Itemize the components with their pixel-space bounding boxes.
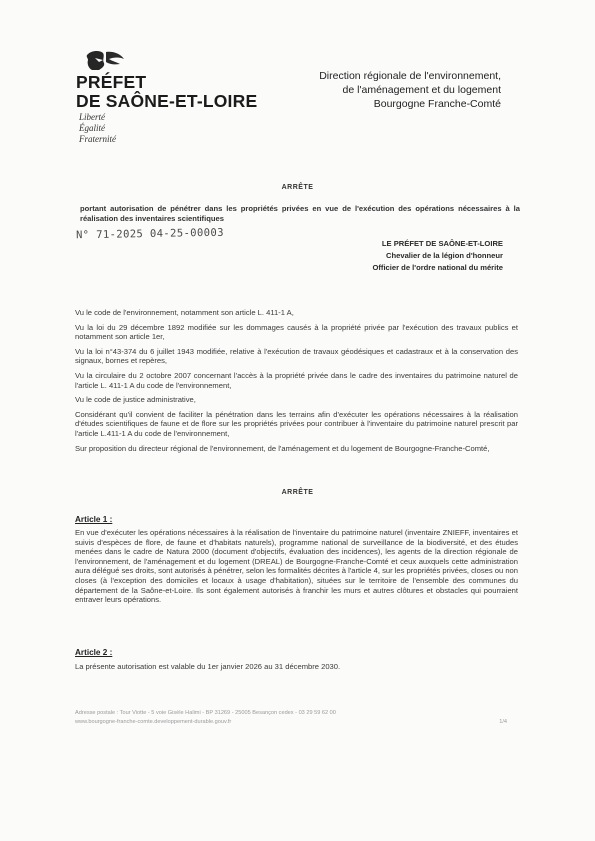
marianne-logo bbox=[78, 49, 126, 71]
page-number: 1/4 bbox=[499, 719, 507, 725]
arrete-heading: ARRÊTE bbox=[281, 184, 314, 191]
devise bbox=[79, 112, 116, 145]
visa-item: Vu le code de l'environnement, notamment son article L. 411-1 A, bbox=[75, 308, 294, 317]
devise-liberte: Liberté bbox=[79, 112, 105, 122]
dreal-line-2: de l'aménagement et du logement bbox=[342, 84, 501, 96]
signatory-honour-1: Chevalier de la légion d'honneur bbox=[386, 251, 503, 260]
considerant-item: Considérant qu'il convient de faciliter la pénétration dans les terrains afin d'exécuter les opérations nécessaires à la réalisation d'études scientifiques de faune et de flore sur les propriétés privées pour contribuer à l'inventaire du patrimoine naturel prescrit par l'article L.411-1 A du code de l'environnement, bbox=[75, 409, 518, 438]
article-2-text: La présente autorisation est valable du 1er janvier 2026 au 31 décembre 2030. bbox=[75, 662, 341, 671]
signatory-title: LE PRÉFET DE SAÔNE-ET-LOIRE bbox=[381, 239, 503, 248]
article-1-text: En vue d'exécuter les opérations nécessaires à la réalisation de l'inventaire du patrimoine naturel (inventaire ZNIEFF, inventaires et suivis d'espèces de flore, de faune et d'habitats naturels), programme national de surveillance de la biodiversité, et des études menées dans le cadre de Natura 2000 (document d'objectifs, évaluation des incidences), les agents de la direction régionale de l'environnement, de l'aménagement et du logement (DREAL) de Bourgogne-Franche-Comté et ceux auxquels cette administration aura délégué ses droits, sont autorisés à pénétrer, selon les formalités décrites à l'article 4, sur les propriétés privées, closes ou non closes (à l'exception des domiciles et locaux à usage d'habitation), situées sur le territoire de l'ensemble des communes du département de la Saône-et-Loire. Ils sont également autorisés à franchir les murs et autres clôtures et obstacles qui pourraient entraver leurs opérations. bbox=[75, 528, 518, 605]
proposition-item: Sur proposition du directeur régional de l'environnement, de l'aménagement et du logement de Bourgogne-Franche-Comté, bbox=[75, 443, 490, 453]
signatory-block bbox=[372, 238, 503, 274]
arrete-heading-2: ARRÊTE bbox=[281, 489, 314, 496]
dreal-line-1: Direction régionale de l'environnement, bbox=[319, 70, 501, 82]
dreal-line-3: Bourgogne Franche-Comté bbox=[373, 98, 501, 110]
signatory-honour-2: Officier de l'ordre national du mérite bbox=[372, 263, 503, 272]
arrete-subject: portant autorisation de pénétrer dans les propriétés privées en vue de l'exécution des opérations nécessaires à la réalisation des inventaires scientifiques bbox=[80, 204, 520, 223]
devise-egalite: Égalité bbox=[79, 123, 105, 133]
visa-item: Vu la circulaire du 2 octobre 2007 concernant l'accès à la propriété privée dans le cadre des inventaires du patrimoine naturel de l'article L. 411-1 A du code de l'environnement, bbox=[75, 370, 518, 390]
visas-section bbox=[75, 308, 518, 458]
prefet-line-2: DE SAÔNE-ET-LOIRE bbox=[76, 91, 258, 111]
handwritten-number: N° 71-2025 04-25-00003 bbox=[75, 226, 224, 242]
prefet-title bbox=[76, 73, 257, 111]
visa-item: Vu le code de justice administrative, bbox=[75, 395, 196, 405]
article-1-title: Article 1 : bbox=[75, 515, 113, 524]
article-2-title: Article 2 : bbox=[75, 648, 113, 657]
page-footer bbox=[75, 709, 515, 727]
footer-address: Adresse postale : Tour Viotte - 5 voie Gisèle Halimi - BP 31269 - 25005 Besançon cedex - 03 29 59 62 00 bbox=[75, 710, 336, 716]
prefet-line-1: PRÉFET bbox=[76, 72, 147, 92]
dreal-header bbox=[319, 69, 501, 111]
devise-fraternite: Fraternité bbox=[79, 134, 116, 144]
visa-item: Vu la loi du 29 décembre 1892 modifiée sur les dommages causés à la propriété privée par l'exécution des travaux publics et notamment son article 1er, bbox=[75, 322, 518, 342]
footer-website[interactable]: www.bourgogne-franche-comte.developpement-durable.gouv.fr bbox=[75, 719, 232, 725]
visa-item: Vu la loi n°43-374 du 6 juillet 1943 modifiée, relative à l'exécution de travaux géodésiques et cadastraux et à la conservation des signaux, bornes et repères, bbox=[75, 346, 518, 366]
